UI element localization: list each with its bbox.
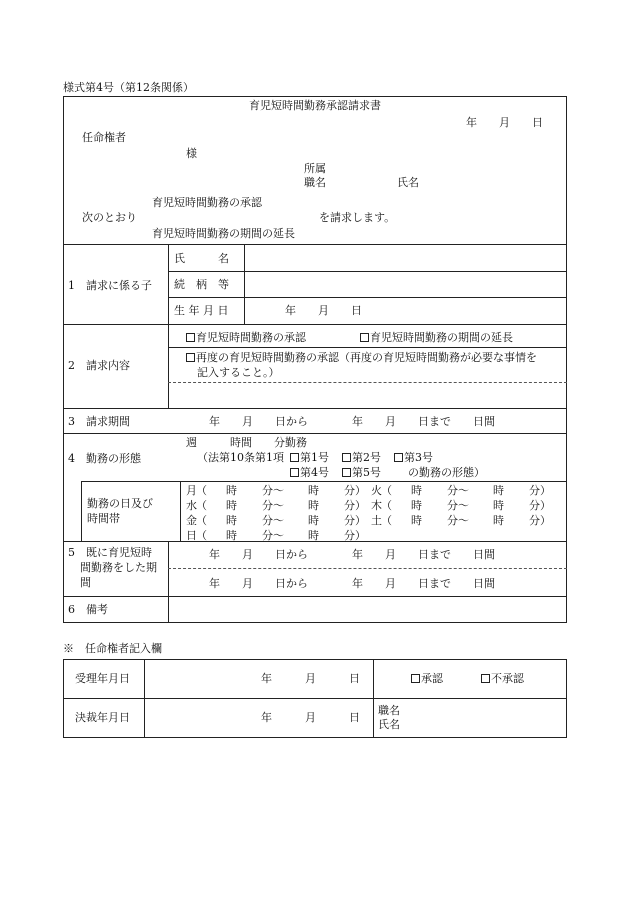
time-slot-token: 時: [493, 514, 504, 527]
weekday-label: 月: [186, 484, 197, 497]
checkbox-icon[interactable]: [411, 674, 420, 683]
sec2-opt3-label: 再度の育児短時間勤務の承認（再度の育児短時間勤務が必要な事情を: [196, 351, 537, 364]
sama-label: 様: [186, 147, 197, 160]
weekday-label: 火: [371, 484, 382, 497]
sec5-label-2: 間勤務をした期: [80, 561, 157, 574]
authority-col-divider: [144, 659, 145, 738]
weekday-label: 日: [186, 529, 197, 542]
sec2-opt1[interactable]: [186, 331, 306, 344]
sec4-no5-label: 第5号: [352, 466, 381, 479]
sec2-opt3-line2: 記入すること。）: [197, 366, 280, 379]
time-slot-token: 分）: [529, 499, 551, 512]
time-slot-token: （: [196, 529, 207, 542]
sec4-weekly-hours: 週 時間 分勤務: [186, 436, 307, 449]
divider: [63, 408, 567, 409]
sec2-opt1-label: 育児短時間勤務の承認: [196, 331, 306, 344]
sec4-days-label-divider: [180, 481, 181, 541]
sec4-law-prefix: （法第10条第1項: [197, 451, 284, 464]
sec1-birthdate-value: 年 月 日: [285, 304, 362, 317]
note-header: ※ 任命権者記入欄: [63, 642, 162, 655]
sec4-days-left-line: [81, 481, 82, 541]
request-option-approval: 育児短時間勤務の承認: [152, 196, 262, 209]
weekday-label: 土: [371, 514, 382, 527]
sec4-days-label-2: 時間帯: [87, 512, 120, 525]
sec4-law-suffix: の勤務の形態）: [408, 466, 485, 479]
time-slot-token: 時: [226, 529, 237, 542]
job-title-label: 職名: [304, 176, 326, 189]
sec3-label: 3 請求期間: [68, 415, 130, 428]
disapprove-label: 不承認: [491, 672, 524, 685]
sec1-birthdate-label: 生 年 月 日: [174, 304, 229, 317]
sec2-opt2[interactable]: [360, 331, 513, 344]
receipt-date-value: 年 月 日: [261, 672, 360, 685]
applicant-name-label: 氏名: [397, 176, 419, 189]
checkbox-icon[interactable]: [394, 453, 403, 462]
authority-col-divider: [373, 659, 374, 738]
time-slot-token: 時: [308, 529, 319, 542]
addressee-label: 任命権者: [82, 131, 126, 144]
form-number: 様式第4号（第12条関係）: [63, 81, 194, 94]
time-slot-token: 分）: [344, 484, 366, 497]
sec1-relation-label: 続 柄 等: [174, 278, 229, 291]
sec5-period-2: 年 月 日から 年 月 日まで 日間: [209, 577, 495, 590]
time-slot-token: 分）: [344, 529, 366, 542]
decision-date-label: 決裁年月日: [75, 711, 130, 724]
sec4-days-label-1: 勤務の日及び: [87, 497, 153, 510]
sec4-law-line1: [197, 451, 284, 464]
time-slot-token: 時: [493, 499, 504, 512]
time-slot-token: 分〜: [447, 484, 469, 497]
column-divider: [168, 244, 169, 408]
form-title: 育児短時間勤務承認請求書: [249, 99, 381, 112]
time-slot-token: 時: [493, 484, 504, 497]
sec4-no1[interactable]: [290, 451, 329, 464]
time-slot-token: 時: [308, 484, 319, 497]
sec4-no2[interactable]: [342, 451, 381, 464]
request-prefix: 次のとおり: [82, 211, 137, 224]
sec4-label: 4 勤務の形態: [68, 452, 141, 465]
time-slot-token: 時: [226, 514, 237, 527]
checkbox-icon[interactable]: [342, 468, 351, 477]
sec5-dashed-divider: [168, 568, 567, 569]
approve-option[interactable]: [411, 672, 443, 685]
affiliation-label: 所属: [304, 162, 326, 175]
decision-job-label: 職名: [378, 704, 400, 717]
time-slot-token: （: [381, 499, 392, 512]
time-slot-token: （: [196, 514, 207, 527]
column-divider: [168, 541, 169, 623]
sec2-dashed-divider: [168, 382, 567, 383]
sec5-label-1: 5 既に育児短時: [68, 546, 152, 559]
divider: [63, 244, 567, 245]
time-slot-token: 分〜: [262, 499, 284, 512]
checkbox-icon[interactable]: [360, 333, 369, 342]
sec4-no4-label: 第4号: [300, 466, 329, 479]
sec2-opt3[interactable]: [186, 351, 537, 364]
sec1-subcol-divider: [244, 244, 245, 324]
sec4-no4[interactable]: [290, 466, 329, 479]
time-slot-token: （: [381, 514, 392, 527]
request-option-extension: 育児短時間勤務の期間の延長: [152, 227, 295, 240]
divider: [63, 596, 567, 597]
sec4-days-divider: [81, 481, 567, 482]
decision-name-label: 氏名: [378, 718, 400, 731]
time-slot-token: 分〜: [262, 529, 284, 542]
time-slot-token: （: [196, 484, 207, 497]
receipt-date-label: 受理年月日: [75, 672, 130, 685]
sec5-period-1: 年 月 日から 年 月 日まで 日間: [209, 548, 495, 561]
divider: [63, 324, 567, 325]
time-slot-token: （: [196, 499, 207, 512]
sec4-no3-label: 第3号: [404, 451, 433, 464]
time-slot-token: 分〜: [262, 484, 284, 497]
authority-row-divider: [63, 698, 567, 699]
sec1-name-label: 氏 名: [174, 252, 229, 265]
time-slot-token: 分〜: [262, 514, 284, 527]
time-slot-token: 時: [226, 499, 237, 512]
time-slot-token: 分〜: [447, 514, 469, 527]
time-slot-token: 分）: [529, 514, 551, 527]
sec4-no5[interactable]: [342, 466, 381, 479]
time-slot-token: 分）: [344, 514, 366, 527]
divider: [63, 433, 567, 434]
time-slot-token: 時: [308, 514, 319, 527]
sec1-row-divider: [168, 271, 567, 272]
sec3-period: 年 月 日から 年 月 日まで 日間: [209, 415, 495, 428]
sec2-opt2-label: 育児短時間勤務の期間の延長: [370, 331, 513, 344]
time-slot-token: 分）: [344, 499, 366, 512]
time-slot-token: （: [381, 484, 392, 497]
time-slot-token: 時: [308, 499, 319, 512]
checkbox-icon[interactable]: [290, 453, 299, 462]
checkbox-icon[interactable]: [342, 453, 351, 462]
checkbox-icon[interactable]: [290, 468, 299, 477]
time-slot-token: 分）: [529, 484, 551, 497]
sec1-label: 1 請求に係る子: [68, 279, 152, 292]
time-slot-token: 時: [226, 484, 237, 497]
checkbox-icon[interactable]: [481, 674, 490, 683]
sec2-row-divider: [168, 347, 567, 348]
approve-label: 承認: [421, 672, 443, 685]
weekday-label: 水: [186, 499, 197, 512]
time-slot-token: 分〜: [447, 499, 469, 512]
checkbox-icon[interactable]: [186, 333, 195, 342]
disapprove-option[interactable]: [481, 672, 524, 685]
weekday-label: 金: [186, 514, 197, 527]
sec6-label: 6 備考: [68, 603, 108, 616]
sec2-label: 2 請求内容: [68, 359, 130, 372]
time-slot-token: 時: [411, 499, 422, 512]
checkbox-icon[interactable]: [186, 353, 195, 362]
date-line: 年 月 日: [466, 116, 543, 129]
time-slot-token: 時: [411, 514, 422, 527]
sec4-no3[interactable]: [394, 451, 433, 464]
weekday-label: 木: [371, 499, 382, 512]
sec1-row-divider: [168, 297, 567, 298]
decision-date-value: 年 月 日: [261, 711, 360, 724]
time-slot-token: 時: [411, 484, 422, 497]
sec4-no1-label: 第1号: [300, 451, 329, 464]
sec4-no2-label: 第2号: [352, 451, 381, 464]
request-suffix: を請求します。: [319, 211, 396, 224]
sec5-label-3: 間: [80, 576, 91, 589]
